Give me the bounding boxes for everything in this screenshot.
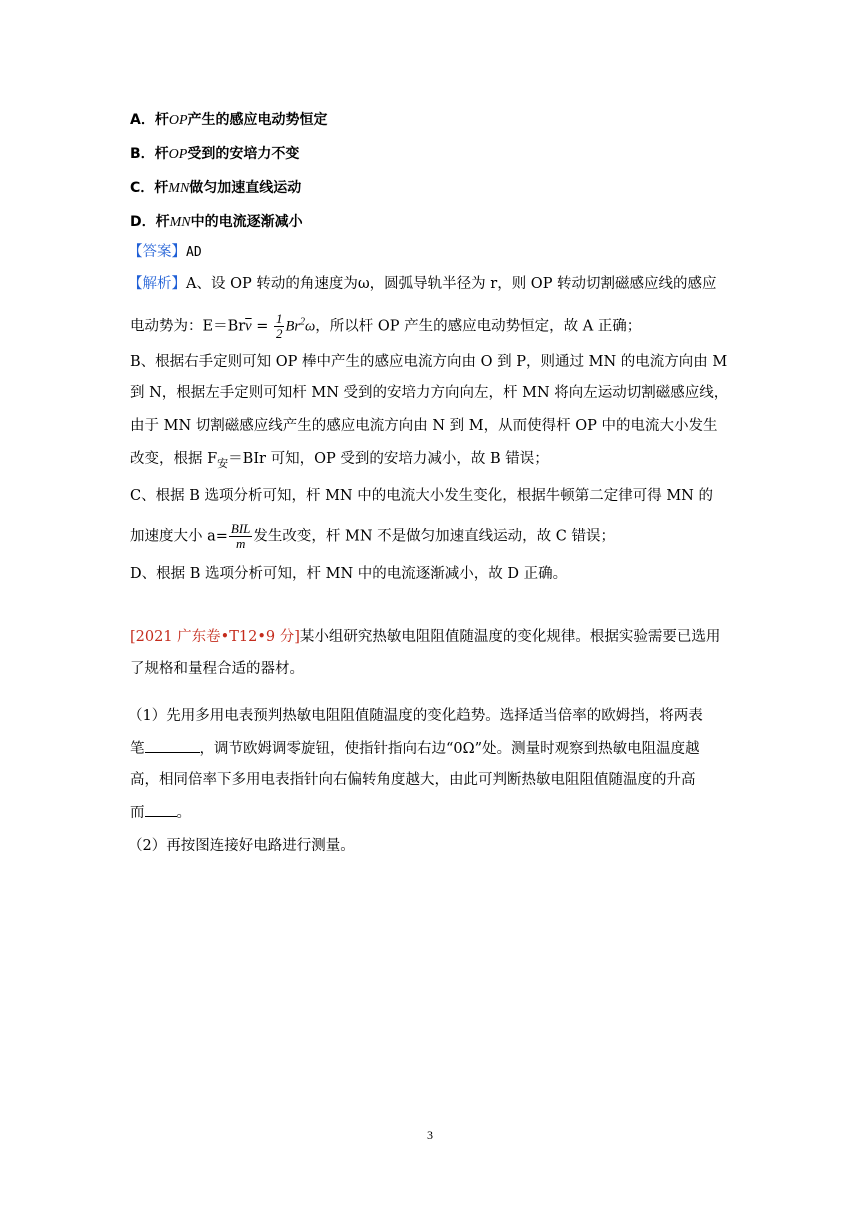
superscript: 2 (299, 316, 305, 328)
fraction-bil-m (229, 522, 253, 551)
analysis-tag: 【解析】 (128, 276, 186, 292)
option-b (130, 144, 299, 165)
fraction-numerator: BIL (230, 521, 251, 536)
option-variable: OP (168, 147, 188, 162)
v-bar: $\overline{v}$ (245, 318, 252, 335)
fraction-denominator: m (235, 536, 246, 551)
option-text: 杆 (154, 180, 169, 196)
analysis-line-1 (128, 274, 717, 294)
omega-symbol: ω (304, 318, 316, 335)
analysis-text: A、设 OP 转动的角速度为ω，圆弧导轨半径为 r，则 OP 转动切割磁感应线的感应 (186, 276, 717, 292)
subscript: 安 (217, 456, 229, 470)
part1-line-4 (130, 802, 191, 823)
question-text: 某小组研究热敏电阻阻值随温度的变化规律。根据实验需要已选用 (299, 629, 721, 645)
math-expr: Br (285, 318, 300, 335)
question-text: 而 (130, 805, 145, 821)
analysis-text: ＝BIr 可知，OP 受到的安培力减小，故 B 错误； (228, 451, 549, 467)
fraction-denominator: 2 (275, 326, 283, 341)
answer-tag: 【答案】 (128, 244, 186, 260)
option-a (130, 110, 328, 131)
option-text: 中的电流逐渐减小 (190, 214, 303, 230)
equals-sign: = (251, 318, 273, 335)
answer-value: AD (186, 245, 202, 260)
option-c (130, 178, 301, 199)
answer-line (128, 242, 202, 263)
option-letter: D． (130, 214, 156, 230)
option-d (130, 212, 303, 233)
analysis-line-8 (130, 522, 615, 551)
part1-line-2 (130, 738, 700, 759)
question-source: [2021 广东卷•T12•9 分] (130, 629, 300, 645)
question-text: ，调节欧姆调零旋钮，使指针指向右边“0Ω”处。测量时观察到热敏电阻温度越 (199, 741, 700, 757)
analysis-text: 电动势为：E＝Br (130, 318, 246, 335)
fraction-half (274, 312, 285, 341)
analysis-line-9: D、根据 B 选项分析可知，杆 MN 中的电流逐渐减小，故 D 正确。 (130, 566, 568, 582)
answer-blank[interactable] (145, 738, 200, 753)
option-letter: A． (130, 112, 155, 128)
option-text: 做匀加速直线运动 (189, 180, 302, 196)
analysis-text: 发生改变，杆 MN 不是做匀加速直线运动，故 C 错误； (253, 528, 615, 545)
option-text: 杆 (154, 146, 169, 162)
part1-line-3: 高，相同倍率下多用电表指针向右偏转角度越大，由此可判断热敏电阻阻值随温度的升高 (130, 772, 696, 788)
option-text: 产生的感应电动势恒定 (187, 112, 328, 128)
option-variable: MN (168, 181, 190, 196)
option-text: 杆 (154, 112, 169, 128)
answer-blank[interactable] (145, 802, 177, 817)
option-text: 受到的安培力不变 (187, 146, 300, 162)
analysis-line-7: C、根据 B 选项分析可知，杆 MN 中的电流大小发生变化，根据牛顿第二定律可得 MN 的 (130, 488, 713, 504)
analysis-text: ，所以杆 OP 产生的感应电动势恒定，故 A 正确； (315, 318, 642, 335)
page-number: 3 (427, 1128, 433, 1142)
option-variable: MN (169, 215, 191, 230)
fraction-numerator: 1 (275, 311, 283, 326)
analysis-line-4: 到 N，根据左手定则可知杆 MN 受到的安培力方向向左，杆 MN 将向左运动切割磁感应线， (130, 385, 729, 401)
part2-line: （2）再按图连接好电路进行测量。 (128, 838, 355, 854)
option-letter: C． (130, 180, 155, 196)
option-letter: B． (130, 146, 155, 162)
question-text: 笔 (130, 741, 145, 757)
analysis-line-2 (130, 312, 641, 341)
question-text: 。 (176, 805, 191, 821)
question-line-1 (130, 627, 720, 647)
analysis-text: 改变，根据 F (130, 451, 218, 467)
analysis-line-3: B、根据右手定则可知 OP 棒中产生的感应电流方向由 O 到 P，则通过 MN 的电流方向由 M (130, 354, 728, 370)
option-variable: OP (168, 113, 188, 128)
option-text: 杆 (155, 214, 170, 230)
analysis-text: 加速度大小 a= (130, 528, 228, 545)
analysis-line-5: 由于 MN 切割磁感应线产生的感应电流方向由 N 到 M，从而使得杆 OP 中的电流大小发生 (130, 418, 718, 434)
question-line-2: 了规格和量程合适的器材。 (130, 661, 304, 677)
analysis-line-6 (130, 449, 549, 474)
part1-line-1: （1）先用多用电表预判热敏电阻阻值随温度的变化趋势。选择适当倍率的欧姆挡，将两表 (128, 708, 703, 724)
